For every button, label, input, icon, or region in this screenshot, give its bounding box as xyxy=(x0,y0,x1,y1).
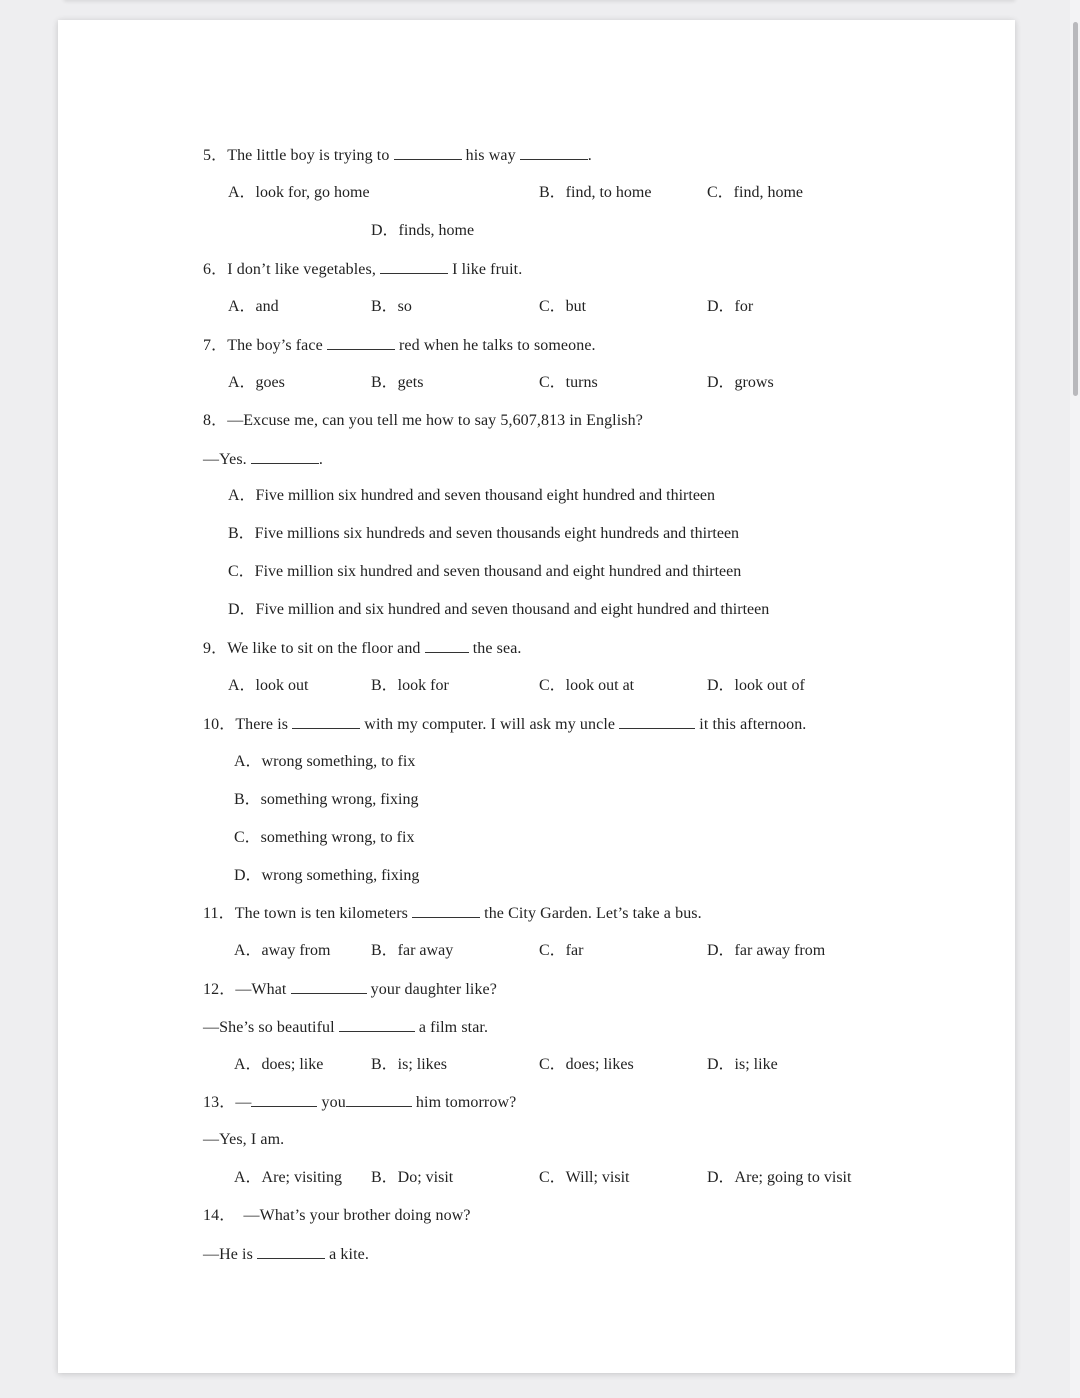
option-b: B．look for xyxy=(371,677,449,694)
question-13-reply: —Yes, I am. xyxy=(203,1131,285,1148)
document-page xyxy=(58,20,1015,1373)
answer-blank xyxy=(394,145,462,160)
answer-blank xyxy=(380,259,448,274)
answer-blank xyxy=(425,638,469,653)
option-b: B．Do; visit xyxy=(371,1169,454,1186)
option-d: D．finds, home xyxy=(371,222,475,239)
option-d: D．Five million and six hundred and seven thousand and eight hundred and thirteen xyxy=(228,601,770,618)
option-c: C．Five million six hundred and seven thousand and eight hundred and thirteen xyxy=(228,563,742,580)
answer-blank xyxy=(327,335,395,350)
question-8-stem: 8．—Excuse me, can you tell me how to say 5,607,813 in English? xyxy=(203,412,643,429)
answer-blank xyxy=(412,903,480,918)
answer-blank xyxy=(291,979,367,994)
question-14-reply: —He is a kite. xyxy=(203,1246,369,1263)
option-b: B．gets xyxy=(371,374,424,391)
option-c: C．does; likes xyxy=(539,1056,634,1073)
option-d: D．far away from xyxy=(707,942,826,959)
option-c: C．but xyxy=(539,298,587,315)
question-number: 9． xyxy=(203,640,228,657)
question-12-reply: —She’s so beautiful a film star. xyxy=(203,1019,489,1036)
option-c: C．turns xyxy=(539,374,598,391)
question-number: 6． xyxy=(203,261,228,278)
vertical-scrollbar[interactable] xyxy=(1070,0,1080,1398)
option-b: B．is; likes xyxy=(371,1056,448,1073)
option-b: B．something wrong, fixing xyxy=(234,791,419,808)
option-b: B．Five millions six hundreds and seven thousands eight hundreds and thirteen xyxy=(228,525,740,542)
option-d: D．is; like xyxy=(707,1056,778,1073)
option-b: B．far away xyxy=(371,942,454,959)
option-a: A．Are; visiting xyxy=(234,1169,342,1186)
question-number: 10． xyxy=(203,716,236,733)
question-number: 5． xyxy=(203,147,228,164)
question-number: 7． xyxy=(203,337,228,354)
option-b: B．so xyxy=(371,298,412,315)
answer-blank xyxy=(251,449,319,464)
option-a: A．look out xyxy=(228,677,309,694)
question-number: 14． xyxy=(203,1207,236,1224)
question-6-stem: 6．I don’t like vegetables, I like fruit. xyxy=(203,261,523,278)
answer-blank xyxy=(619,714,695,729)
option-d: D．grows xyxy=(707,374,774,391)
question-8-reply: —Yes. . xyxy=(203,451,323,468)
question-number: 11． xyxy=(203,905,235,922)
question-5-stem: 5．The little boy is trying to his way . xyxy=(203,147,592,164)
option-a: A．and xyxy=(228,298,279,315)
question-13-stem: 13．— you him tomorrow? xyxy=(203,1094,517,1111)
question-12-stem: 12．—What your daughter like? xyxy=(203,981,497,998)
option-d: D．for xyxy=(707,298,754,315)
option-d: D．look out of xyxy=(707,677,805,694)
option-a: A．does; like xyxy=(234,1056,324,1073)
option-b: B．find, to home xyxy=(539,184,652,201)
option-c: C．far xyxy=(539,942,584,959)
answer-blank xyxy=(520,145,588,160)
option-a: A．goes xyxy=(228,374,285,391)
question-number: 13． xyxy=(203,1094,236,1111)
answer-blank xyxy=(346,1092,412,1107)
answer-blank xyxy=(339,1017,415,1032)
option-a: A．wrong something, to fix xyxy=(234,753,416,770)
option-d: D．wrong something, fixing xyxy=(234,867,420,884)
option-c: C．something wrong, to fix xyxy=(234,829,415,846)
question-number: 12． xyxy=(203,981,236,998)
question-14-stem: 14． —What’s your brother doing now? xyxy=(203,1207,471,1224)
question-number: 8． xyxy=(203,412,228,429)
scrollbar-thumb[interactable] xyxy=(1073,22,1078,396)
option-c: C．Will; visit xyxy=(539,1169,630,1186)
answer-blank xyxy=(251,1092,317,1107)
question-9-stem: 9．We like to sit on the floor and the sea. xyxy=(203,640,522,657)
option-d: D．Are; going to visit xyxy=(707,1169,852,1186)
question-11-stem: 11．The town is ten kilometers the City Garden. Let’s take a bus. xyxy=(203,905,702,922)
option-c: C．look out at xyxy=(539,677,635,694)
question-7-stem: 7．The boy’s face red when he talks to someone. xyxy=(203,337,596,354)
option-a: A．away from xyxy=(234,942,331,959)
question-10-stem: 10．There is with my computer. I will ask my uncle it this afternoon. xyxy=(203,716,807,733)
option-c: C．find, home xyxy=(707,184,803,201)
option-a: A．look for, go home xyxy=(228,184,370,201)
answer-blank xyxy=(292,714,360,729)
answer-blank xyxy=(257,1244,325,1259)
option-a: A．Five million six hundred and seven thousand eight hundred and thirteen xyxy=(228,487,716,504)
